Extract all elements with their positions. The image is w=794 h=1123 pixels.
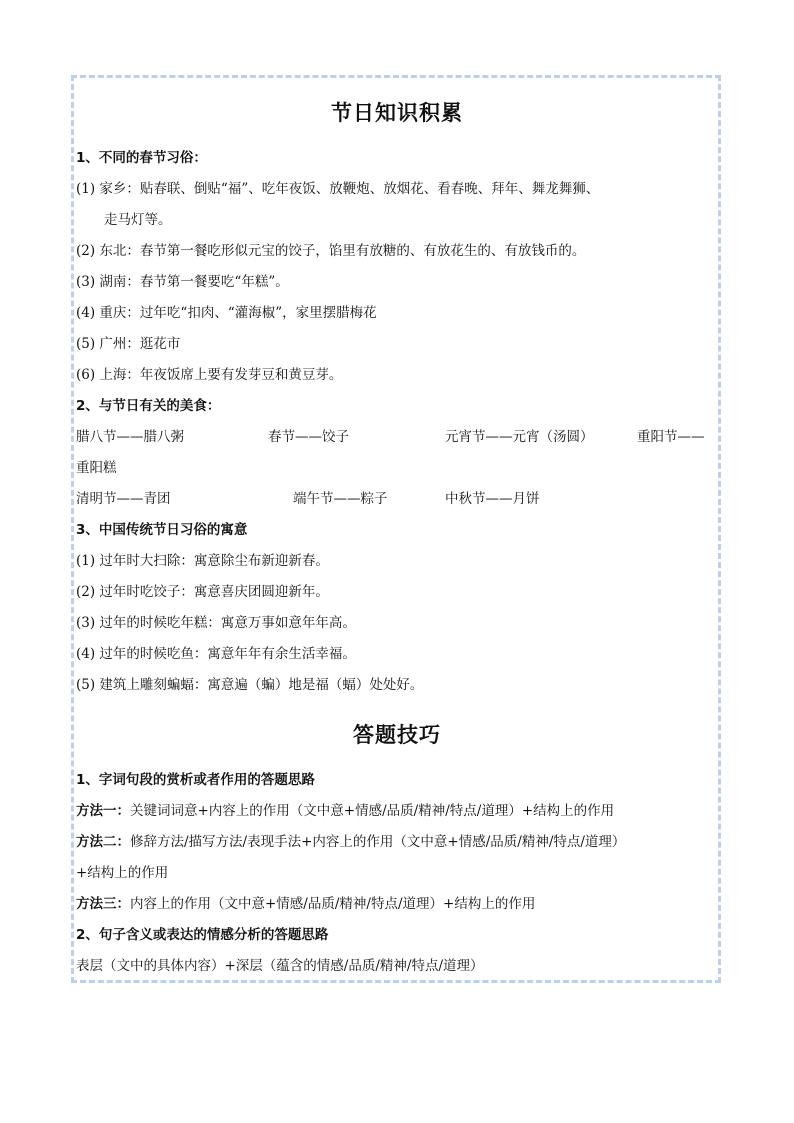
food-duanwu: 端午节——粽子: [293, 491, 388, 507]
custom-item: (3) 湖南：春节第一餐要吃“年糕”。: [76, 274, 289, 290]
custom-item: (5) 广州：逛花市: [76, 336, 181, 352]
meaning-item: (2) 过年时吃饺子：寓意喜庆团圆迎新年。: [76, 584, 329, 600]
method-three-text: 内容上的作用（文中意+情感/品质/精神/特点/道理）+结构上的作用: [130, 896, 536, 912]
food-zhongqiu: 中秋节——月饼: [445, 491, 540, 507]
method-one: [76, 802, 614, 820]
meaning-item: (1) 过年时大扫除：寓意除尘布新迎新春。: [76, 553, 329, 569]
method-three-label: 方法三：: [76, 896, 130, 912]
custom-item: (4) 重庆：过年吃“扣肉、“灌海椒”，家里摆腊梅花: [76, 305, 377, 321]
heading-custom-meanings: 3、中国传统节日习俗的寓意: [76, 522, 248, 538]
food-laba: 腊八节——腊八粥: [76, 429, 184, 445]
meaning-item: (5) 建筑上雕刻蝙蝠：寓意遍（蝙）地是福（蝠）处处好。: [76, 677, 424, 693]
section-title-answer-tips: 答题技巧: [353, 723, 441, 747]
sentence-analysis-text: 表层（文中的具体内容）+深层（蕴含的情感/品质/精神/特点/道理）: [76, 958, 484, 974]
method-three: [76, 895, 535, 913]
heading-spring-customs: 1、不同的春节习俗：: [76, 150, 207, 166]
meaning-item: (3) 过年的时候吃年糕：寓意万事如意年年高。: [76, 615, 356, 631]
food-chunjie: 春节——饺子: [268, 429, 349, 445]
heading-word-analysis: 1、字词句段的赏析或者作用的答题思路: [76, 772, 315, 788]
custom-item-cont: 走马灯等。: [104, 212, 172, 228]
custom-item: (6) 上海：年夜饭席上要有发芽豆和黄豆芽。: [76, 367, 343, 383]
method-two-label: 方法二：: [76, 834, 130, 850]
method-one-label: 方法一：: [76, 803, 130, 819]
method-two-text: 修辞方法/描写方法/表现手法+内容上的作用（文中意+情感/品质/精神/特点/道理）: [130, 834, 626, 850]
section-title-festival: 节日知识积累: [331, 101, 463, 125]
heading-festival-foods: 2、与节日有关的美食：: [76, 398, 221, 414]
food-qingming: 清明节——青团: [76, 491, 171, 507]
meaning-item: (4) 过年的时候吃鱼：寓意年年有余生活幸福。: [76, 646, 356, 662]
heading-sentence-analysis: 2、句子含义或表达的情感分析的答题思路: [76, 927, 329, 943]
method-two-cont: +结构上的作用: [76, 865, 169, 881]
method-one-text: 关键词词意+内容上的作用（文中意+情感/品质/精神/特点/道理）+结构上的作用: [130, 803, 615, 819]
method-two: [76, 833, 625, 851]
food-chongyang: 重阳节——: [637, 429, 705, 445]
custom-item: (1) 家乡：贴春联、倒贴“福”、吃年夜饭、放鞭炮、放烟花、看春晚、拜年、舞龙舞狮、: [76, 181, 600, 197]
food-chongyang-cont: 重阳糕: [76, 460, 117, 476]
food-yuanxiao: 元宵节——元宵（汤圆）: [445, 429, 594, 445]
custom-item: (2) 东北：春节第一餐吃形似元宝的饺子，馅里有放糖的、有放花生的、有放钱币的。: [76, 243, 586, 259]
